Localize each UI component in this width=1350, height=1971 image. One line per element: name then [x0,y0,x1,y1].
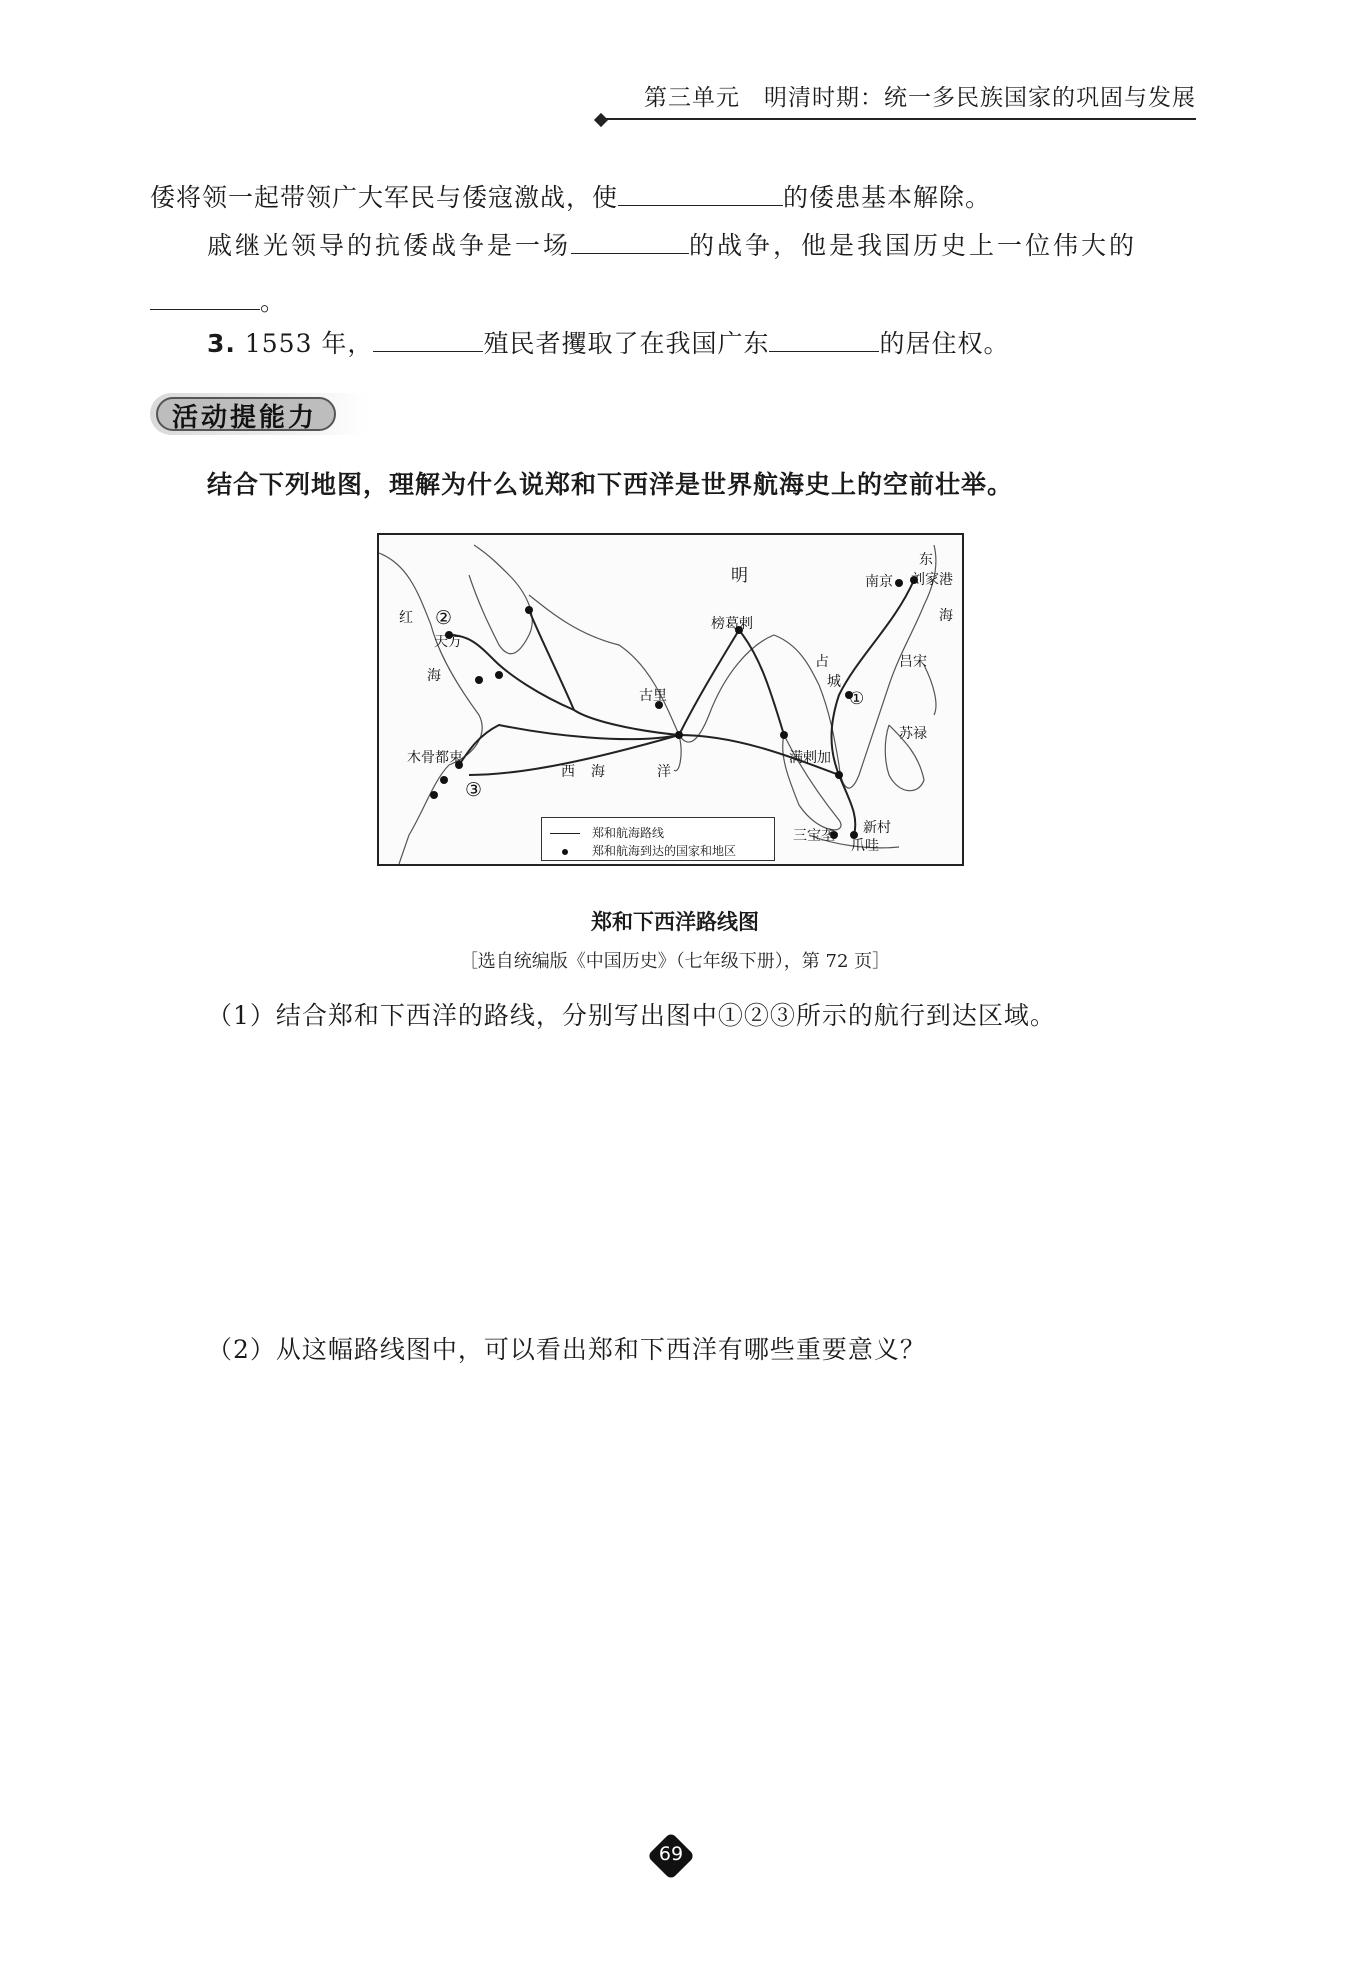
running-header [600,78,1196,120]
legend-line-icon [550,833,580,834]
map-marker-3: ③ [465,779,483,801]
destination-dot [895,579,903,587]
map-label-cheng: 城 [827,674,841,690]
map-label-manlajia: 满剌加 [789,750,831,766]
map-label-east-sea: 海 [939,608,953,624]
africa-coast [379,553,482,864]
paragraph-line-2 [207,226,1137,262]
philippines [924,665,936,715]
p2-before: 戚继光领导的抗倭战争是一场 [207,231,572,260]
map-label-zhan: 占 [815,654,829,670]
map-label-liujiagang: 刘家港 [911,572,953,588]
paragraph-line-1 [150,178,991,214]
map-label-bangelaa: 榜葛剌 [711,616,753,632]
map-label-sulu: 苏禄 [899,726,927,742]
map-label-yang: 洋 [657,764,671,780]
arabia-coast [469,545,532,654]
page-number: 69 [658,1843,684,1865]
map-label-zhuawa: 爪哇 [851,838,879,854]
p1-after: 的倭患基本解除。 [783,183,992,212]
destination-dot [835,771,843,779]
map-label-mugudushu: 木骨都束 [407,750,463,766]
figure-caption: 郑和下西洋路线图 [591,910,759,934]
q3-part2: 殖民者攫取了在我国广东 [483,329,770,358]
route-lines [449,580,914,835]
question-number: 3. [207,329,236,358]
destination-dot [475,676,483,684]
answer-blank[interactable] [150,287,260,310]
map-marker-1: ① [849,689,865,709]
p2-after: 的战争，他是我国历史上一位伟大的 [689,231,1138,260]
figure-source: ［选自统编版《中国历史》（七年级下册），第 72 页］ [459,951,891,972]
section-badge [150,393,368,435]
map-label-sanbaolong: 三宝垄 [793,828,835,844]
route-segment [832,580,915,835]
map-label-tianfang: 天方 [434,634,462,650]
map-marker-2: ② [435,607,453,629]
answer-blank[interactable] [769,329,879,352]
running-title: 第三单元 明清时期：统一多民族国家的巩固与发展 [644,85,1196,111]
map-label-dong: 东 [919,552,933,568]
destination-dot [675,731,683,739]
destination-dot [495,671,503,679]
map-label-xincun: 新村 [863,820,891,836]
p3-end: 。 [260,287,287,316]
south-asia-coast [529,595,819,742]
map-label-red-sea: 海 [427,668,441,684]
map-label-lusong: 吕宋 [899,654,927,670]
map-label-guli: 古里 [639,688,667,704]
route-segment [679,630,784,735]
question-2: （2）从这幅路线图中，可以看出郑和下西洋有哪些重要意义？ [207,1335,926,1364]
map-legend [541,817,775,861]
destination-dot [440,776,448,784]
page-number-badge [647,1832,695,1880]
destination-dots [430,576,918,839]
map-label-hong: 红 [399,610,413,626]
question-3 [207,324,1009,360]
india-tip [674,735,681,771]
q3-part1: 1553 年， [244,329,374,358]
legend-destination-label: 郑和航海到达的国家和地区 [592,844,737,858]
activity-instruction: 结合下列地图，理解为什么说郑和下西洋是世界航海史上的空前壮举。 [207,470,1014,499]
section-title: 活动提能力 [172,403,318,433]
legend-route [550,824,664,841]
legend-dot-icon [562,849,568,855]
answer-blank[interactable] [571,231,689,254]
paragraph-line-3 [150,282,286,318]
answer-blank[interactable] [618,183,783,206]
destination-dot [525,606,533,614]
route-segment [529,610,679,735]
map-label-west-sea: 海 [591,764,605,780]
map-label-ming: 明 [731,566,748,586]
question-1: （1）结合郑和下西洋的路线，分别写出图中①②③所示的航行到达区域。 [207,1001,1056,1030]
legend-destination [550,842,736,859]
map-label-nanjing: 南京 [865,574,893,590]
destination-dot [430,791,438,799]
header-diamond-icon [594,113,608,127]
p1-before: 倭将领一起带领广大军民与倭寇激战，使 [150,183,619,212]
answer-blank[interactable] [373,329,483,352]
q3-part3: 的居住权。 [879,329,1010,358]
destination-dot [780,731,788,739]
map-label-xi: 西 [561,764,575,780]
legend-route-label: 郑和航海路线 [592,826,665,840]
zheng-he-route-map [377,533,964,866]
